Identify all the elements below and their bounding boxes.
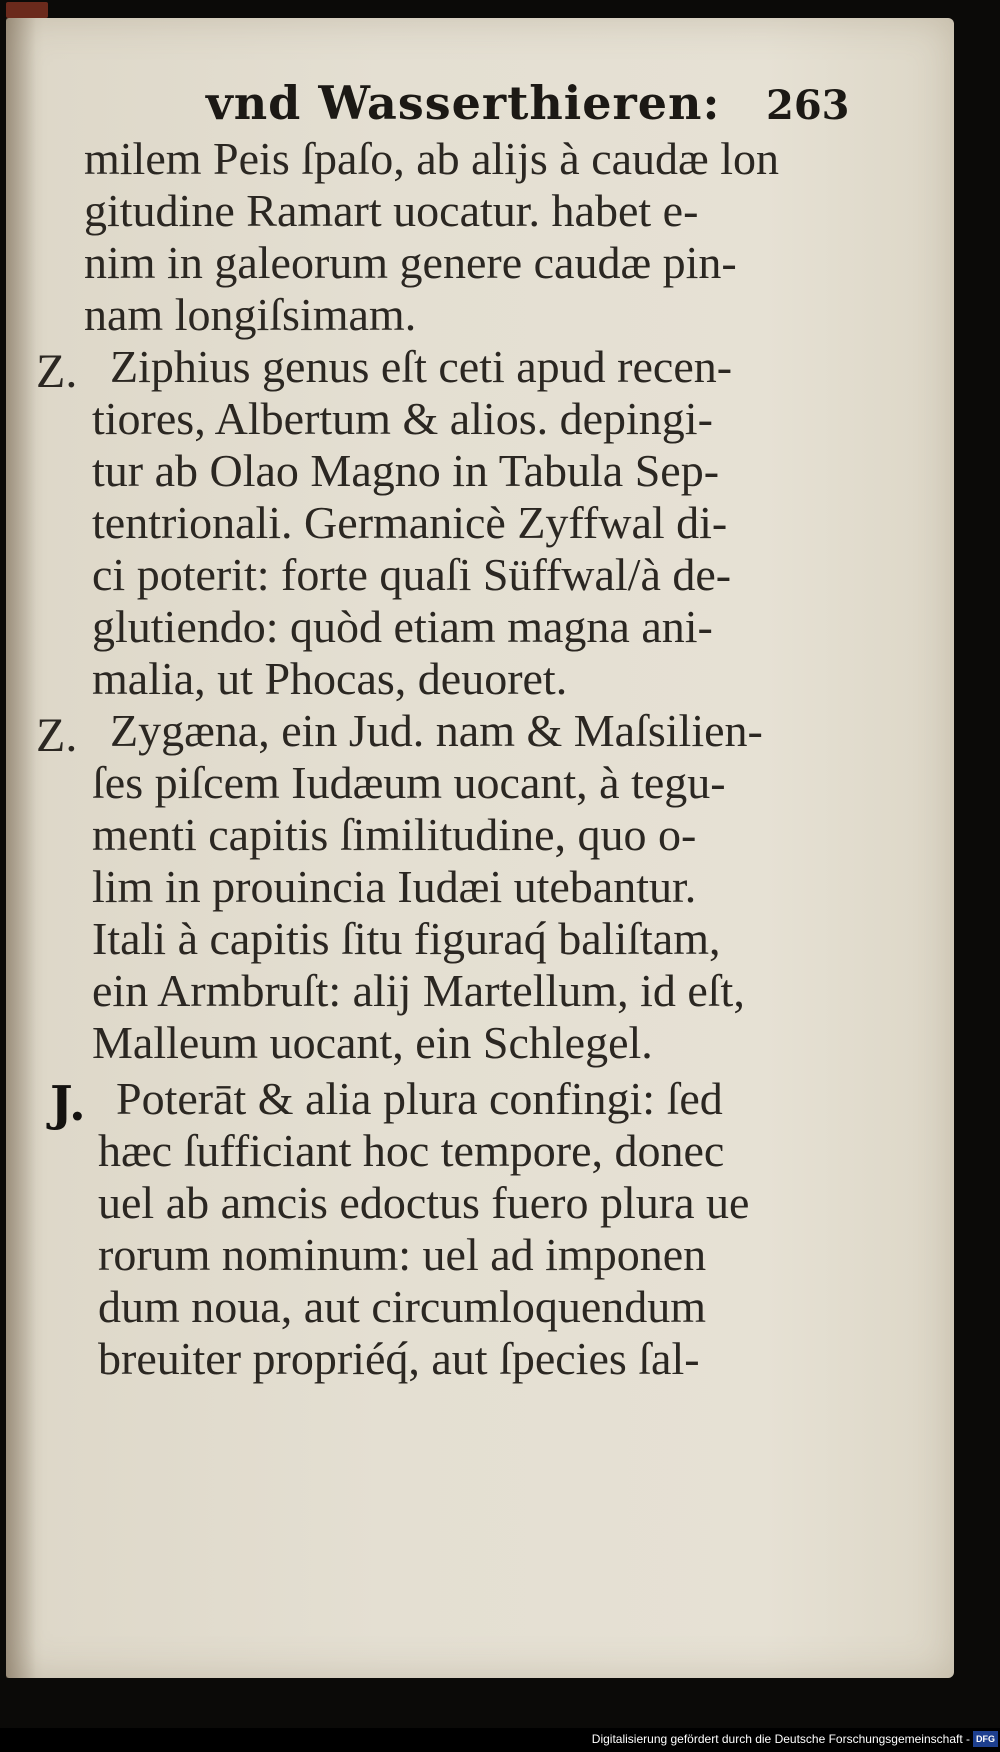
text-line: lim in prouincia Iudæi utebantur.	[92, 861, 697, 912]
text-line: dum noua, aut circumloquendum	[98, 1281, 707, 1332]
page-number: 263	[766, 82, 850, 129]
text-line: glutiendo: quòd etiam magna ani-	[92, 601, 713, 652]
text-line: rorum nominum: uel ad imponen	[98, 1229, 707, 1280]
text-line: hæc ſufficiant hoc tempore, donec	[98, 1125, 725, 1176]
text-line: tur ab Olao Magno in Tabula Sep-	[92, 445, 720, 496]
text-line: gitudine Ramart uocatur. habet e-	[84, 185, 699, 236]
book-page	[6, 18, 954, 1678]
text-line: tiores, Albertum & alios. depingi-	[92, 393, 713, 444]
digitization-footer	[0, 1728, 1000, 1752]
text-line: Ziphius genus eſt ceti apud recen-	[110, 341, 733, 392]
text-line: menti capitis ſimilitudine, quo o-	[92, 809, 697, 860]
binding-edge	[6, 2, 48, 18]
text-line: Malleum uocant, ein Schlegel.	[92, 1017, 653, 1068]
text-line: Itali à capitis ſitu figuraq́ baliſtam,	[92, 913, 721, 964]
text-line: milem Peis ſpaſo, ab alijs à caudæ lon	[84, 133, 779, 184]
text-line: uel ab amcis edoctus fuero plura ue	[98, 1177, 750, 1228]
entry-marker: Z.	[36, 345, 78, 398]
text-line: ein Armbruſt: alij Martellum, id eſt,	[92, 965, 745, 1016]
text-line: nam longiſsimam.	[84, 289, 417, 340]
text-line: tentrionali. Germanicè Zyffwal di-	[92, 497, 728, 548]
text-line: Poterāt & alia plura confingi: ſed	[116, 1073, 723, 1124]
text-line: malia, ut Phocas, deuoret.	[92, 653, 568, 704]
entry-marker: J.	[50, 1076, 86, 1132]
text-line: Zygæna, ein Jud. nam & Maſsilien-	[110, 705, 763, 756]
text-line: ſes piſcem Iudæum uocant, à tegu-	[92, 757, 726, 808]
text-line: nim in galeorum genere caudæ pin-	[84, 237, 737, 288]
text-line: breuiter propriéq́, aut ſpecies ſal-	[98, 1333, 700, 1384]
dfg-logo: DFG	[973, 1731, 998, 1747]
entry-marker: Z.	[36, 709, 78, 762]
footer-credit: Digitalisierung gefördert durch die Deutsche Forschungsgemeinschaft -	[591, 1732, 970, 1746]
text-line: ci poterit: forte quaſi Süffwal/à de-	[92, 549, 732, 600]
running-head: vnd Wasserthieren:	[206, 76, 721, 130]
